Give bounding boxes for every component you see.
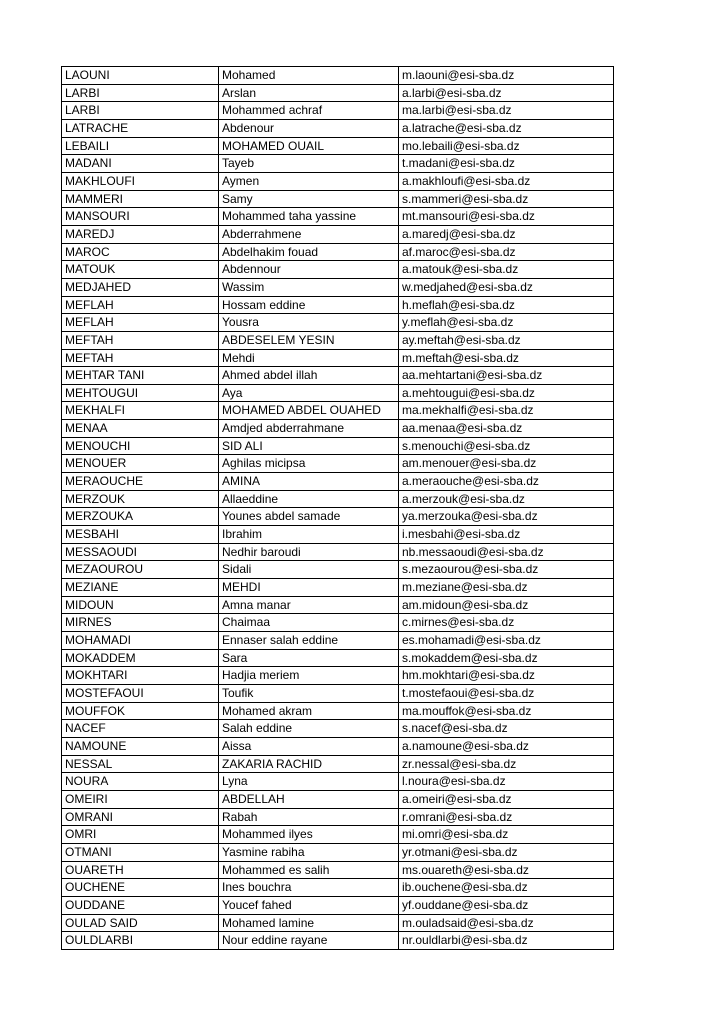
table-row <box>62 297 614 315</box>
first-name-cell: Mohammed taha yassine <box>219 208 399 225</box>
email-cell: a.namoune@esi-sba.dz <box>399 738 614 755</box>
email-cell: a.maredj@esi-sba.dz <box>399 226 614 243</box>
first-name-cell: Chaimaa <box>219 614 399 631</box>
table-row <box>62 208 614 226</box>
email-cell: s.nacef@esi-sba.dz <box>399 720 614 737</box>
table-row <box>62 915 614 933</box>
email-cell: ms.ouareth@esi-sba.dz <box>399 862 614 879</box>
last-name-cell: MESBAHI <box>62 526 219 543</box>
email-cell: yr.otmani@esi-sba.dz <box>399 844 614 861</box>
first-name-cell: Mohammed es salih <box>219 862 399 879</box>
email-cell: a.latrache@esi-sba.dz <box>399 120 614 137</box>
table-row <box>62 314 614 332</box>
table-row <box>62 385 614 403</box>
first-name-cell: Ennaser salah eddine <box>219 632 399 649</box>
table-row <box>62 120 614 138</box>
last-name-cell: OMRI <box>62 826 219 843</box>
first-name-cell: Hadjia meriem <box>219 667 399 684</box>
email-cell: mi.omri@esi-sba.dz <box>399 826 614 843</box>
first-name-cell: Salah eddine <box>219 720 399 737</box>
last-name-cell: MIRNES <box>62 614 219 631</box>
first-name-cell: Nedhir baroudi <box>219 544 399 561</box>
table-row <box>62 473 614 491</box>
first-name-cell: Wassim <box>219 279 399 296</box>
table-row <box>62 438 614 456</box>
email-cell: ma.mekhalfi@esi-sba.dz <box>399 402 614 419</box>
table-row <box>62 667 614 685</box>
email-cell: yf.ouddane@esi-sba.dz <box>399 897 614 914</box>
table-row <box>62 85 614 103</box>
last-name-cell: MESSAOUDI <box>62 544 219 561</box>
first-name-cell: Mohamed lamine <box>219 915 399 932</box>
table-row <box>62 685 614 703</box>
email-cell: s.menouchi@esi-sba.dz <box>399 438 614 455</box>
last-name-cell: MEKHALFI <box>62 402 219 419</box>
email-cell: m.meziane@esi-sba.dz <box>399 579 614 596</box>
last-name-cell: NACEF <box>62 720 219 737</box>
last-name-cell: LARBI <box>62 102 219 119</box>
first-name-cell: Younes abdel samade <box>219 508 399 525</box>
first-name-cell: ABDELLAH <box>219 791 399 808</box>
last-name-cell: LEBAILI <box>62 138 219 155</box>
last-name-cell: OUCHENE <box>62 879 219 896</box>
first-name-cell: Yousra <box>219 314 399 331</box>
table-row <box>62 544 614 562</box>
first-name-cell: MOHAMED ABDEL OUAHED <box>219 402 399 419</box>
email-cell: zr.nessal@esi-sba.dz <box>399 756 614 773</box>
first-name-cell: Aymen <box>219 173 399 190</box>
table-row <box>62 155 614 173</box>
last-name-cell: MERZOUKA <box>62 508 219 525</box>
email-cell: a.omeiri@esi-sba.dz <box>399 791 614 808</box>
first-name-cell: Aissa <box>219 738 399 755</box>
first-name-cell: Sara <box>219 650 399 667</box>
table-row <box>62 844 614 862</box>
table-row <box>62 261 614 279</box>
table-row <box>62 738 614 756</box>
table-row <box>62 508 614 526</box>
email-cell: a.merzouk@esi-sba.dz <box>399 491 614 508</box>
first-name-cell: ZAKARIA RACHID <box>219 756 399 773</box>
last-name-cell: MOKADDEM <box>62 650 219 667</box>
first-name-cell: Mohammed ilyes <box>219 826 399 843</box>
last-name-cell: MENOUCHI <box>62 438 219 455</box>
table-row <box>62 420 614 438</box>
first-name-cell: SID ALI <box>219 438 399 455</box>
table-row <box>62 632 614 650</box>
first-name-cell: Abderrahmene <box>219 226 399 243</box>
last-name-cell: MAROC <box>62 244 219 261</box>
last-name-cell: OMRANI <box>62 809 219 826</box>
email-cell: a.larbi@esi-sba.dz <box>399 85 614 102</box>
table-row <box>62 791 614 809</box>
first-name-cell: Toufik <box>219 685 399 702</box>
last-name-cell: MOUFFOK <box>62 703 219 720</box>
first-name-cell: Youcef fahed <box>219 897 399 914</box>
first-name-cell: Amdjed abderrahmane <box>219 420 399 437</box>
last-name-cell: OULDLARBI <box>62 932 219 949</box>
last-name-cell: MAMMERI <box>62 191 219 208</box>
last-name-cell: MAKHLOUFI <box>62 173 219 190</box>
email-cell: ib.ouchene@esi-sba.dz <box>399 879 614 896</box>
last-name-cell: OMEIRI <box>62 791 219 808</box>
first-name-cell: Amna manar <box>219 597 399 614</box>
table-row <box>62 650 614 668</box>
email-cell: a.makhloufi@esi-sba.dz <box>399 173 614 190</box>
first-name-cell: Sidali <box>219 561 399 578</box>
first-name-cell: Mohamed <box>219 67 399 84</box>
email-cell: m.laouni@esi-sba.dz <box>399 67 614 84</box>
email-cell: ma.larbi@esi-sba.dz <box>399 102 614 119</box>
table-row <box>62 579 614 597</box>
email-cell: s.mammeri@esi-sba.dz <box>399 191 614 208</box>
table-row <box>62 332 614 350</box>
last-name-cell: MENAA <box>62 420 219 437</box>
table-row <box>62 402 614 420</box>
table-row <box>62 67 614 85</box>
last-name-cell: MADANI <box>62 155 219 172</box>
last-name-cell: MOKHTARI <box>62 667 219 684</box>
email-cell: t.madani@esi-sba.dz <box>399 155 614 172</box>
email-cell: l.noura@esi-sba.dz <box>399 773 614 790</box>
last-name-cell: NAMOUNE <box>62 738 219 755</box>
email-cell: am.menouer@esi-sba.dz <box>399 455 614 472</box>
email-cell: af.maroc@esi-sba.dz <box>399 244 614 261</box>
table-row <box>62 614 614 632</box>
table-row <box>62 191 614 209</box>
first-name-cell: Ahmed abdel illah <box>219 367 399 384</box>
first-name-cell: Lyna <box>219 773 399 790</box>
email-cell: m.meftah@esi-sba.dz <box>399 350 614 367</box>
first-name-cell: Mohamed akram <box>219 703 399 720</box>
table-row <box>62 491 614 509</box>
table-row <box>62 597 614 615</box>
first-name-cell: Abdennour <box>219 261 399 278</box>
email-cell: i.mesbahi@esi-sba.dz <box>399 526 614 543</box>
table-row <box>62 279 614 297</box>
last-name-cell: OTMANI <box>62 844 219 861</box>
table-row <box>62 932 614 950</box>
first-name-cell: Abdelhakim fouad <box>219 244 399 261</box>
email-cell: y.meflah@esi-sba.dz <box>399 314 614 331</box>
table-row <box>62 367 614 385</box>
email-cell: aa.mehtartani@esi-sba.dz <box>399 367 614 384</box>
last-name-cell: MEFLAH <box>62 314 219 331</box>
email-cell: ay.meftah@esi-sba.dz <box>399 332 614 349</box>
last-name-cell: OUDDANE <box>62 897 219 914</box>
last-name-cell: MOSTEFAOUI <box>62 685 219 702</box>
email-cell: mt.mansouri@esi-sba.dz <box>399 208 614 225</box>
first-name-cell: Rabah <box>219 809 399 826</box>
last-name-cell: MEHTOUGUI <box>62 385 219 402</box>
last-name-cell: MEFTAH <box>62 332 219 349</box>
email-cell: a.mehtougui@esi-sba.dz <box>399 385 614 402</box>
table-row <box>62 173 614 191</box>
email-cell: c.mirnes@esi-sba.dz <box>399 614 614 631</box>
first-name-cell: Ibrahim <box>219 526 399 543</box>
email-cell: r.omrani@esi-sba.dz <box>399 809 614 826</box>
last-name-cell: LAOUNI <box>62 67 219 84</box>
first-name-cell: MEHDI <box>219 579 399 596</box>
table-row <box>62 561 614 579</box>
first-name-cell: Aya <box>219 385 399 402</box>
last-name-cell: NOURA <box>62 773 219 790</box>
last-name-cell: MENOUER <box>62 455 219 472</box>
first-name-cell: Allaeddine <box>219 491 399 508</box>
email-cell: nr.ouldlarbi@esi-sba.dz <box>399 932 614 949</box>
table-row <box>62 455 614 473</box>
first-name-cell: Yasmine rabiha <box>219 844 399 861</box>
last-name-cell: OUARETH <box>62 862 219 879</box>
last-name-cell: MERZOUK <box>62 491 219 508</box>
last-name-cell: MEDJAHED <box>62 279 219 296</box>
email-cell: ya.merzouka@esi-sba.dz <box>399 508 614 525</box>
email-cell: hm.mokhtari@esi-sba.dz <box>399 667 614 684</box>
table-row <box>62 720 614 738</box>
table-row <box>62 773 614 791</box>
first-name-cell: AMINA <box>219 473 399 490</box>
email-cell: a.matouk@esi-sba.dz <box>399 261 614 278</box>
email-cell: m.ouladsaid@esi-sba.dz <box>399 915 614 932</box>
last-name-cell: NESSAL <box>62 756 219 773</box>
email-cell: ma.mouffok@esi-sba.dz <box>399 703 614 720</box>
table-row <box>62 862 614 880</box>
first-name-cell: Ines bouchra <box>219 879 399 896</box>
last-name-cell: MATOUK <box>62 261 219 278</box>
email-cell: es.mohamadi@esi-sba.dz <box>399 632 614 649</box>
last-name-cell: MERAOUCHE <box>62 473 219 490</box>
last-name-cell: MANSOURI <box>62 208 219 225</box>
last-name-cell: MOHAMADI <box>62 632 219 649</box>
first-name-cell: Hossam eddine <box>219 297 399 314</box>
email-cell: am.midoun@esi-sba.dz <box>399 597 614 614</box>
table-row <box>62 809 614 827</box>
table-row <box>62 703 614 721</box>
first-name-cell: Aghilas micipsa <box>219 455 399 472</box>
first-name-cell: Mohammed achraf <box>219 102 399 119</box>
email-cell: w.medjahed@esi-sba.dz <box>399 279 614 296</box>
table-row <box>62 756 614 774</box>
table-row <box>62 897 614 915</box>
first-name-cell: ABDESELEM YESIN <box>219 332 399 349</box>
email-cell: nb.messaoudi@esi-sba.dz <box>399 544 614 561</box>
table-row <box>62 138 614 156</box>
table-row <box>62 226 614 244</box>
last-name-cell: MEHTAR TANI <box>62 367 219 384</box>
first-name-cell: Samy <box>219 191 399 208</box>
email-cell: mo.lebaili@esi-sba.dz <box>399 138 614 155</box>
last-name-cell: MIDOUN <box>62 597 219 614</box>
email-cell: aa.menaa@esi-sba.dz <box>399 420 614 437</box>
table-row <box>62 879 614 897</box>
last-name-cell: MEFTAH <box>62 350 219 367</box>
last-name-cell: LARBI <box>62 85 219 102</box>
table-row <box>62 826 614 844</box>
email-cell: s.mokaddem@esi-sba.dz <box>399 650 614 667</box>
last-name-cell: MEZIANE <box>62 579 219 596</box>
table-row <box>62 526 614 544</box>
last-name-cell: OULAD SAID <box>62 915 219 932</box>
email-cell: t.mostefaoui@esi-sba.dz <box>399 685 614 702</box>
first-name-cell: Abdenour <box>219 120 399 137</box>
table-row <box>62 350 614 368</box>
first-name-cell: Nour eddine rayane <box>219 932 399 949</box>
email-cell: s.mezaourou@esi-sba.dz <box>399 561 614 578</box>
email-cell: h.meflah@esi-sba.dz <box>399 297 614 314</box>
first-name-cell: Tayeb <box>219 155 399 172</box>
first-name-cell: Arslan <box>219 85 399 102</box>
first-name-cell: MOHAMED OUAIL <box>219 138 399 155</box>
table-row <box>62 244 614 262</box>
first-name-cell: Mehdi <box>219 350 399 367</box>
last-name-cell: MEFLAH <box>62 297 219 314</box>
table-row <box>62 102 614 120</box>
last-name-cell: MEZAOUROU <box>62 561 219 578</box>
student-table <box>61 66 614 950</box>
last-name-cell: MAREDJ <box>62 226 219 243</box>
email-cell: a.meraouche@esi-sba.dz <box>399 473 614 490</box>
last-name-cell: LATRACHE <box>62 120 219 137</box>
